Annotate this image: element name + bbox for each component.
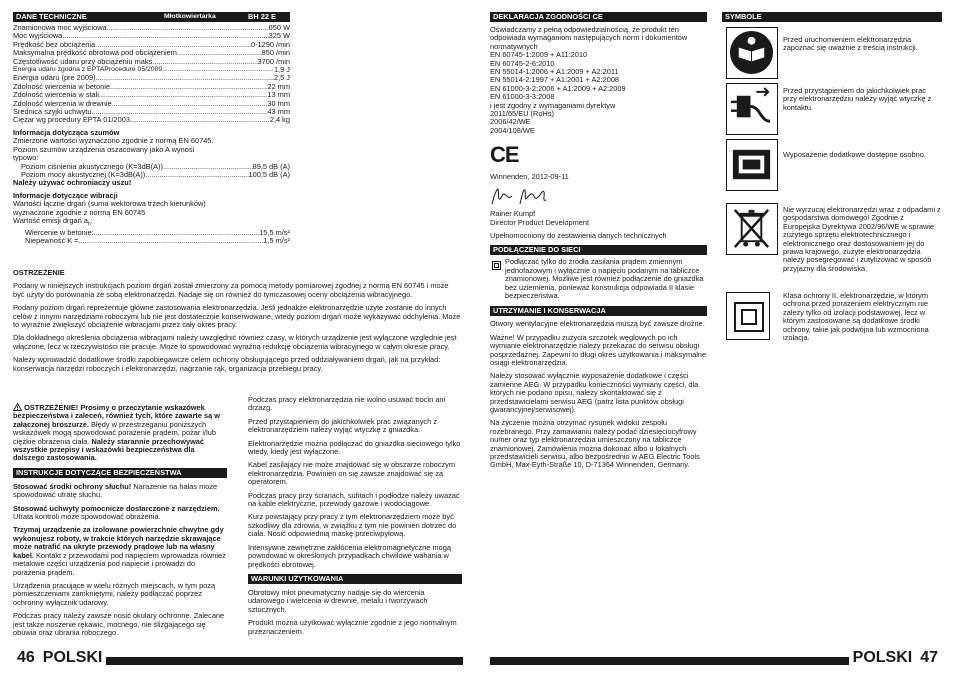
noise-value-row: Poziom ciśnienia akustycznego (K=3dB(A)) ..... 89,5 dB (A): [13, 163, 290, 171]
symbols-header: SYMBOLE: [722, 12, 942, 22]
symbol-text: Przed przystąpieniem do jakichkolwiek prac przy elektronarzędziu należy wyjąć wtyczkę z kontaktu.: [783, 86, 932, 112]
warning-paragraph: Należy wprowadzić dodatkowe środki zapobiegawcze celem ochrony obsługującego przed oddziaływaniem drgań, jak na przykład: konserwacja narzędzi roboczych i elektronarzędzi, nagrzanie rąk, organizacja przebiegu pracy.: [13, 355, 441, 373]
ce-standard: EN 55014-2:1997 + A1:2001 + A2:2008: [490, 75, 620, 85]
mains-text: Podłączać tylko do źródła zasilania prądem zmiennym jednofazowym i wyłącznie o napięciu podanym na tabliczce znamionowej. Możliwe jest również podłączenie do gniazdka bez uziemienia, ponieważ konstrukcja odpowiada II klasie bezpieczeństwa.: [505, 257, 704, 300]
ce-directive: 2006/42/WE: [490, 117, 531, 127]
spec-row: Energia udaru zgodna z EPTAProcedure 05/2009 ..... 1,9 J: [13, 66, 290, 74]
vibration-line: wyznaczone zgodnie z normą EN 60745: [13, 207, 146, 217]
tech-data-model-type: Młotkowiertarka: [164, 13, 216, 20]
tech-data-title: DANE TECHNICZNE: [16, 12, 87, 21]
vibration-warning-section: [13, 269, 461, 378]
noise-line: Zmierzone wartości wyznaczono zgodnie z normą EN 60745.: [13, 136, 214, 146]
spec-row: Ciężar wg procedury EPTA 01/2003 ..... 2,4 kg: [13, 116, 290, 124]
vibration-line: Wartości łączne drgań (suma wektorowa trzech kierunków): [13, 199, 206, 209]
noise-line: typowo:: [13, 153, 39, 163]
safety-paragraph: Kabel zasilający nie może znajdować się w obszarze roboczym elektronarzędzia. Powinien on się zawsze znajdować się za operatorem.: [248, 460, 456, 487]
warning-triangle-icon: [13, 403, 22, 411]
warning-paragraph: Dla dokładnego określenia obciążenia wibracjami należy uwzględnić również czasy, w których urządzenie jest wyłączone względnie jest włączone, lecz w rzeczywistości nie pracuje. Może to spowodować wyraźną redukcję obciążenia wibracyjnego w całym okresie pracy.: [13, 333, 457, 351]
read-manual-icon: [726, 27, 778, 79]
maintenance-paragraph: Należy stosować wyłącznie wyposażenie dodatkowe i części zamienne AEG. W przypadku konieczności wymiany części, dla których nie podano opisu, należy skontaktować się z przedstawicielami serwisu AEG (patrz lista punktów obsługi gwarancyjnej/serwisowej).: [490, 371, 699, 414]
ce-mark-icon: CE: [490, 142, 519, 168]
spec-row: Częstotliwość udaru przy obciążeniu maks ..... 3700 /min: [13, 58, 290, 66]
warning-paragraph: Podany poziom drgań reprezentuje główne zastosowania elektronarzędzia. Jeśli jednakże elektronarzędzie użyte zostanie do innych celów z innymi narzędziami roboczymi lub nie jest dostatecznie konserwowane, wtedy poziom drgań może wykazywać odchylenia. Może to wyraźnie zwiększyć obciążenie wibracjami przez cały okres pracy.: [13, 303, 461, 330]
language-label-right: POLSKI: [852, 648, 913, 666]
authorized-note: Upełnomocniony do zestawienia danych technicznych: [490, 230, 667, 240]
noise-line: Poziom szumów urządzenia oszacowany jako A wynosi: [13, 144, 195, 154]
safety-paragraph: Kurz powstający przy pracy z tym elektronarzędziem może być szkodliwy dla zdrowia, w związku z tym nie powinien dotrzeć do ciała. Nosić odpowiednią maskę przeciwpyłową.: [248, 512, 457, 539]
safety-column-right: [248, 396, 462, 641]
page-number-right: 47: [920, 648, 938, 666]
unplug-icon: [726, 83, 778, 135]
safety-paragraph: Elektronarzędzie można podłączać do gniazdka sieciowego tylko wtedy, kiedy jest wyłączone.: [248, 438, 461, 457]
tech-data-model: BH 22 E: [248, 12, 276, 21]
usage-header: WARUNKI UŻYTKOWANIA: [248, 574, 462, 584]
spec-row: Moc wyjściowa ..... 325 W: [13, 32, 290, 40]
safety-paragraph: Podczas pracy elektronarzędzia nie wolno usuwać trocin ani drzazg.: [248, 395, 446, 413]
signer-name: Rainer Kumpf: [490, 209, 536, 219]
tech-data-section: [13, 12, 290, 246]
spec-row: Prędkość bez obciążenia ..... 0-1290 /min: [13, 41, 290, 49]
noise-title: Informacja dotycząca szumów: [13, 127, 120, 137]
spec-row: Średnica szyjki uchwytu ..... 43 mm: [13, 108, 290, 116]
safety-paragraph: Stosować środki ochrony słuchu! Narażenie na hałas może spowodować utratę słuchu.: [13, 481, 218, 500]
vibration-warning-title: OSTRZEŻENIE: [13, 268, 65, 277]
ce-standard: EN 61000-3-3:2008: [490, 92, 555, 102]
symbol-text: Przed uruchomieniem elektronarzędzia zapoznać się uważnie z treścią instrukcji.: [783, 35, 918, 53]
ce-directive-intro: i jest zgodny z wymaganiami dyrektyw: [490, 100, 616, 110]
symbol-text: Wyposażenie dodatkowe dostępne osobno.: [783, 150, 926, 159]
class-ii-icon: [726, 292, 770, 340]
vibration-title: Informacje dotyczące wibracji: [13, 190, 118, 200]
safety-paragraph: Podczas pracy przy ścianach, sufitach i podłodze należy uważać na kable elektryczne, przewody gazowe i wodociągowe.: [248, 490, 460, 509]
safety-paragraph: Podczas pracy należy zawsze nosić okulary ochronne. Zalecane jest także noszenie rękawic, mocnego, nie ślizgającego się obuwia oraz ubrania roboczego.: [13, 611, 225, 637]
spec-row: Zdolność wiercenia w betonie ..... 22 mm: [13, 83, 290, 91]
conformity-column: [490, 12, 707, 475]
ce-standard: EN 55014-1:2006 + A1:2009 + A2:2011: [490, 67, 619, 77]
ce-standard: EN 61000-3-2:2006 + A1:2009 + A2:2009: [490, 83, 626, 93]
mains-header: PODŁĄCZENIE DO SIECI: [490, 245, 707, 255]
left-page-footer: [13, 649, 463, 666]
safety-header: INSTRUKCJE DOTYCZĄCE BEZPIECZEŃSTWA: [13, 468, 227, 478]
ce-directive: 2004/108/WE: [490, 125, 535, 135]
maintenance-paragraph: Na życzenie można otrzymać rysunek widoku zespołu rozebranego. Przy zamawianiu należy podać dziesięciocyfrowy numer oraz typ elektronarzędzia umieszczony na tabliczce znamionowej. Zamówienia można dokonać albo u lokalnych przedstawicieli serwisu, albo bezpośrednio w AEG Electric Tools GmbH, Max-Eyth-Straße 10, D-71364 Winnenden, Germany.: [490, 418, 700, 470]
vibration-value-row: Wiercenie w betonie: ..... 15,5 m/s²: [13, 229, 290, 237]
safety-column-left: [13, 403, 227, 642]
vibration-value-row: Niepewność K = ..... 1,5 m/s²: [13, 237, 290, 245]
place-date: Winnenden, 2012-09-11: [490, 172, 569, 182]
class-ii-small-icon: [492, 261, 501, 270]
spec-row: Energia udaru (pre 2009) ..... 2,5 J: [13, 74, 290, 82]
spec-row: Znamionowa moc wyjściowa ..... 650 W: [13, 24, 290, 32]
spec-row: Zdolność wiercenia w stali ..... 13 mm: [13, 91, 290, 99]
symbol-text: Nie wyrzucaj elektronarzędzi wraz z odpadami z gospodarstwa domowego! Zgodnie z Europejska Dyrektywa 2002/96/WE w sprawie zużytego sprzętu elektrotechnicznego i elektronicznego oraz dostosowaniem jej do prawa krajowego, zużyte elektronarzędzia należy posegregować i zutylizować w sposób przyjazny dla środowiska.: [783, 205, 941, 273]
mains-section: [490, 258, 707, 300]
maintenance-paragraph: Ważne! W przypadku zużycia szczotek węglowych po ich wymianie elektronarzędzie należy przekazać do serwisu obsługi posprzedażnej. Zapewni to długi okres użytkowania i maksymalne osiągi elektronarzędzia.: [490, 332, 707, 367]
maintenance-header: UTRZYMANIE I KONSERWACJA: [490, 306, 707, 316]
right-page-footer: [490, 649, 942, 666]
ear-protection-note: Należy używać ochroniaczy uszu!: [13, 178, 132, 188]
ce-declaration-header: DEKLARACJA ZGODNOŚCI CE: [490, 12, 707, 22]
usage-paragraph: Produkt można użytkować wyłącznie zgodnie z jego normalnym przeznaczeniem.: [248, 618, 457, 636]
symbol-text: Klasa ochrony II, elektronarzędzie, w którym ochrona przed porażeniem elektrycznym nie zależy tylko od izolacji podstawowej, lecz w którym zastosowane są dodatkowe środki ochrony, takie jak podwójna lub wzmocniona izolacja.: [783, 291, 929, 343]
vibration-emission-label: Wartość emisji drgań $a_h$:: [13, 215, 93, 228]
warning-paragraph: Podany w niniejszych instrukcjach poziom drgań został zmierzony za pomocą metody pomiarowej zgodnej z normą EN 60745 i może być użyty do porównania ze sobą elektronarzędzi. Nadaje się on również do tymczasowej oceny obciążenia wibracyjnego.: [13, 281, 449, 299]
ce-declaration-text: Oświadczamy z pełną odpowiedzialnością, że produkt ten odpowiada wymaganiom następujących norm i dokumentów normatywnych: [490, 25, 688, 51]
safety-paragraph: Urządzenia pracujące w wielu różnych miejscach, w tym pozą pomieszczeniami zamkniętymi, należy podłączać poprzez ochronny wyłącznik udarowy.: [13, 580, 216, 607]
footer-bar: [490, 657, 849, 665]
footer-bar: [106, 657, 463, 665]
spec-row: Maksymalna prędkość obrotowa pod obciążeniem ..... 850 /min: [13, 49, 290, 57]
ce-standard: EN 60745-1:2009 + A11:2010: [490, 50, 588, 60]
safety-paragraph: Stosować uchwyty pomocnicze dostarczone z narzędziem. Utrata kontroli może spowodować obrażenia.: [13, 503, 220, 522]
vibration-info: [13, 192, 290, 246]
safety-paragraph: Intensywne zewnętrzne zakłócenia elektromagnetyczne mogą powodować w określonych przypadkach chwilowe wahania w prędkości obrotowej.: [248, 542, 451, 569]
noise-value-row: Poziom mocy akustycznej (K=3dB(A)) ..... 100,5 dB (A): [13, 171, 290, 179]
usage-paragraph: Obrotowy młot pneumatyczny nadaje się do wiercenia udarowego i wiercenia w drewnie, metalu i tworzywach sztucznych.: [248, 587, 428, 614]
signer-title: Director Product Development: [490, 217, 589, 227]
noise-info: [13, 129, 290, 188]
spec-list: [13, 24, 290, 125]
maintenance-paragraph: Otwory wentylacyjne elektronarzędzia muszą być zawsze drożne.: [490, 319, 705, 329]
accessory-icon: [726, 139, 778, 191]
weee-bin-icon: [726, 203, 778, 255]
ce-standard: EN 60745-2-6:2010: [490, 58, 555, 68]
safety-paragraph: Przed przystąpieniem do jakichkolwiek prac związanych z elektronarzędziem należy wyjąć wtyczkę z gniazdka.: [248, 416, 437, 435]
safety-paragraph: Trzymaj urządzenie za izolowane powierzchnie chwytne gdy wykonujesz roboty, w trakcie których narzędzie skrawające może natrafić na ukryte przewody prądowe lub na własny kabel. Kontakt z przewodami pod napięciem wprowadza również metalowe części urządzenia pod napięcie i prowadzi do porażenia prądem.: [13, 525, 226, 577]
signature-icon: [490, 186, 570, 208]
general-warning: OSTRZEŻENIE! Prosimy o przeczytanie wskazówek bezpieczeństwa i zaleceń, również tych, które zawarte są w załączonej broszurze. Błędy w przestrzeganiu poniższych wskazówek mogą spowodować porażenie prądem, pożar i/lub ciężkie obrażenia ciała. Należy starannie przechowywać wszystkie przepisy i wskazówki bezpieczeństwa dla dalszego zastosowania.: [13, 403, 221, 463]
spec-row: Zdolność wiercenia w drewnie ..... 30 mm: [13, 100, 290, 108]
language-label-left: POLSKI: [42, 648, 103, 666]
tech-data-header: [13, 12, 290, 22]
ce-directive: 2011/65/EU (RoHs): [490, 109, 554, 119]
page-number-left: 46: [17, 648, 35, 666]
